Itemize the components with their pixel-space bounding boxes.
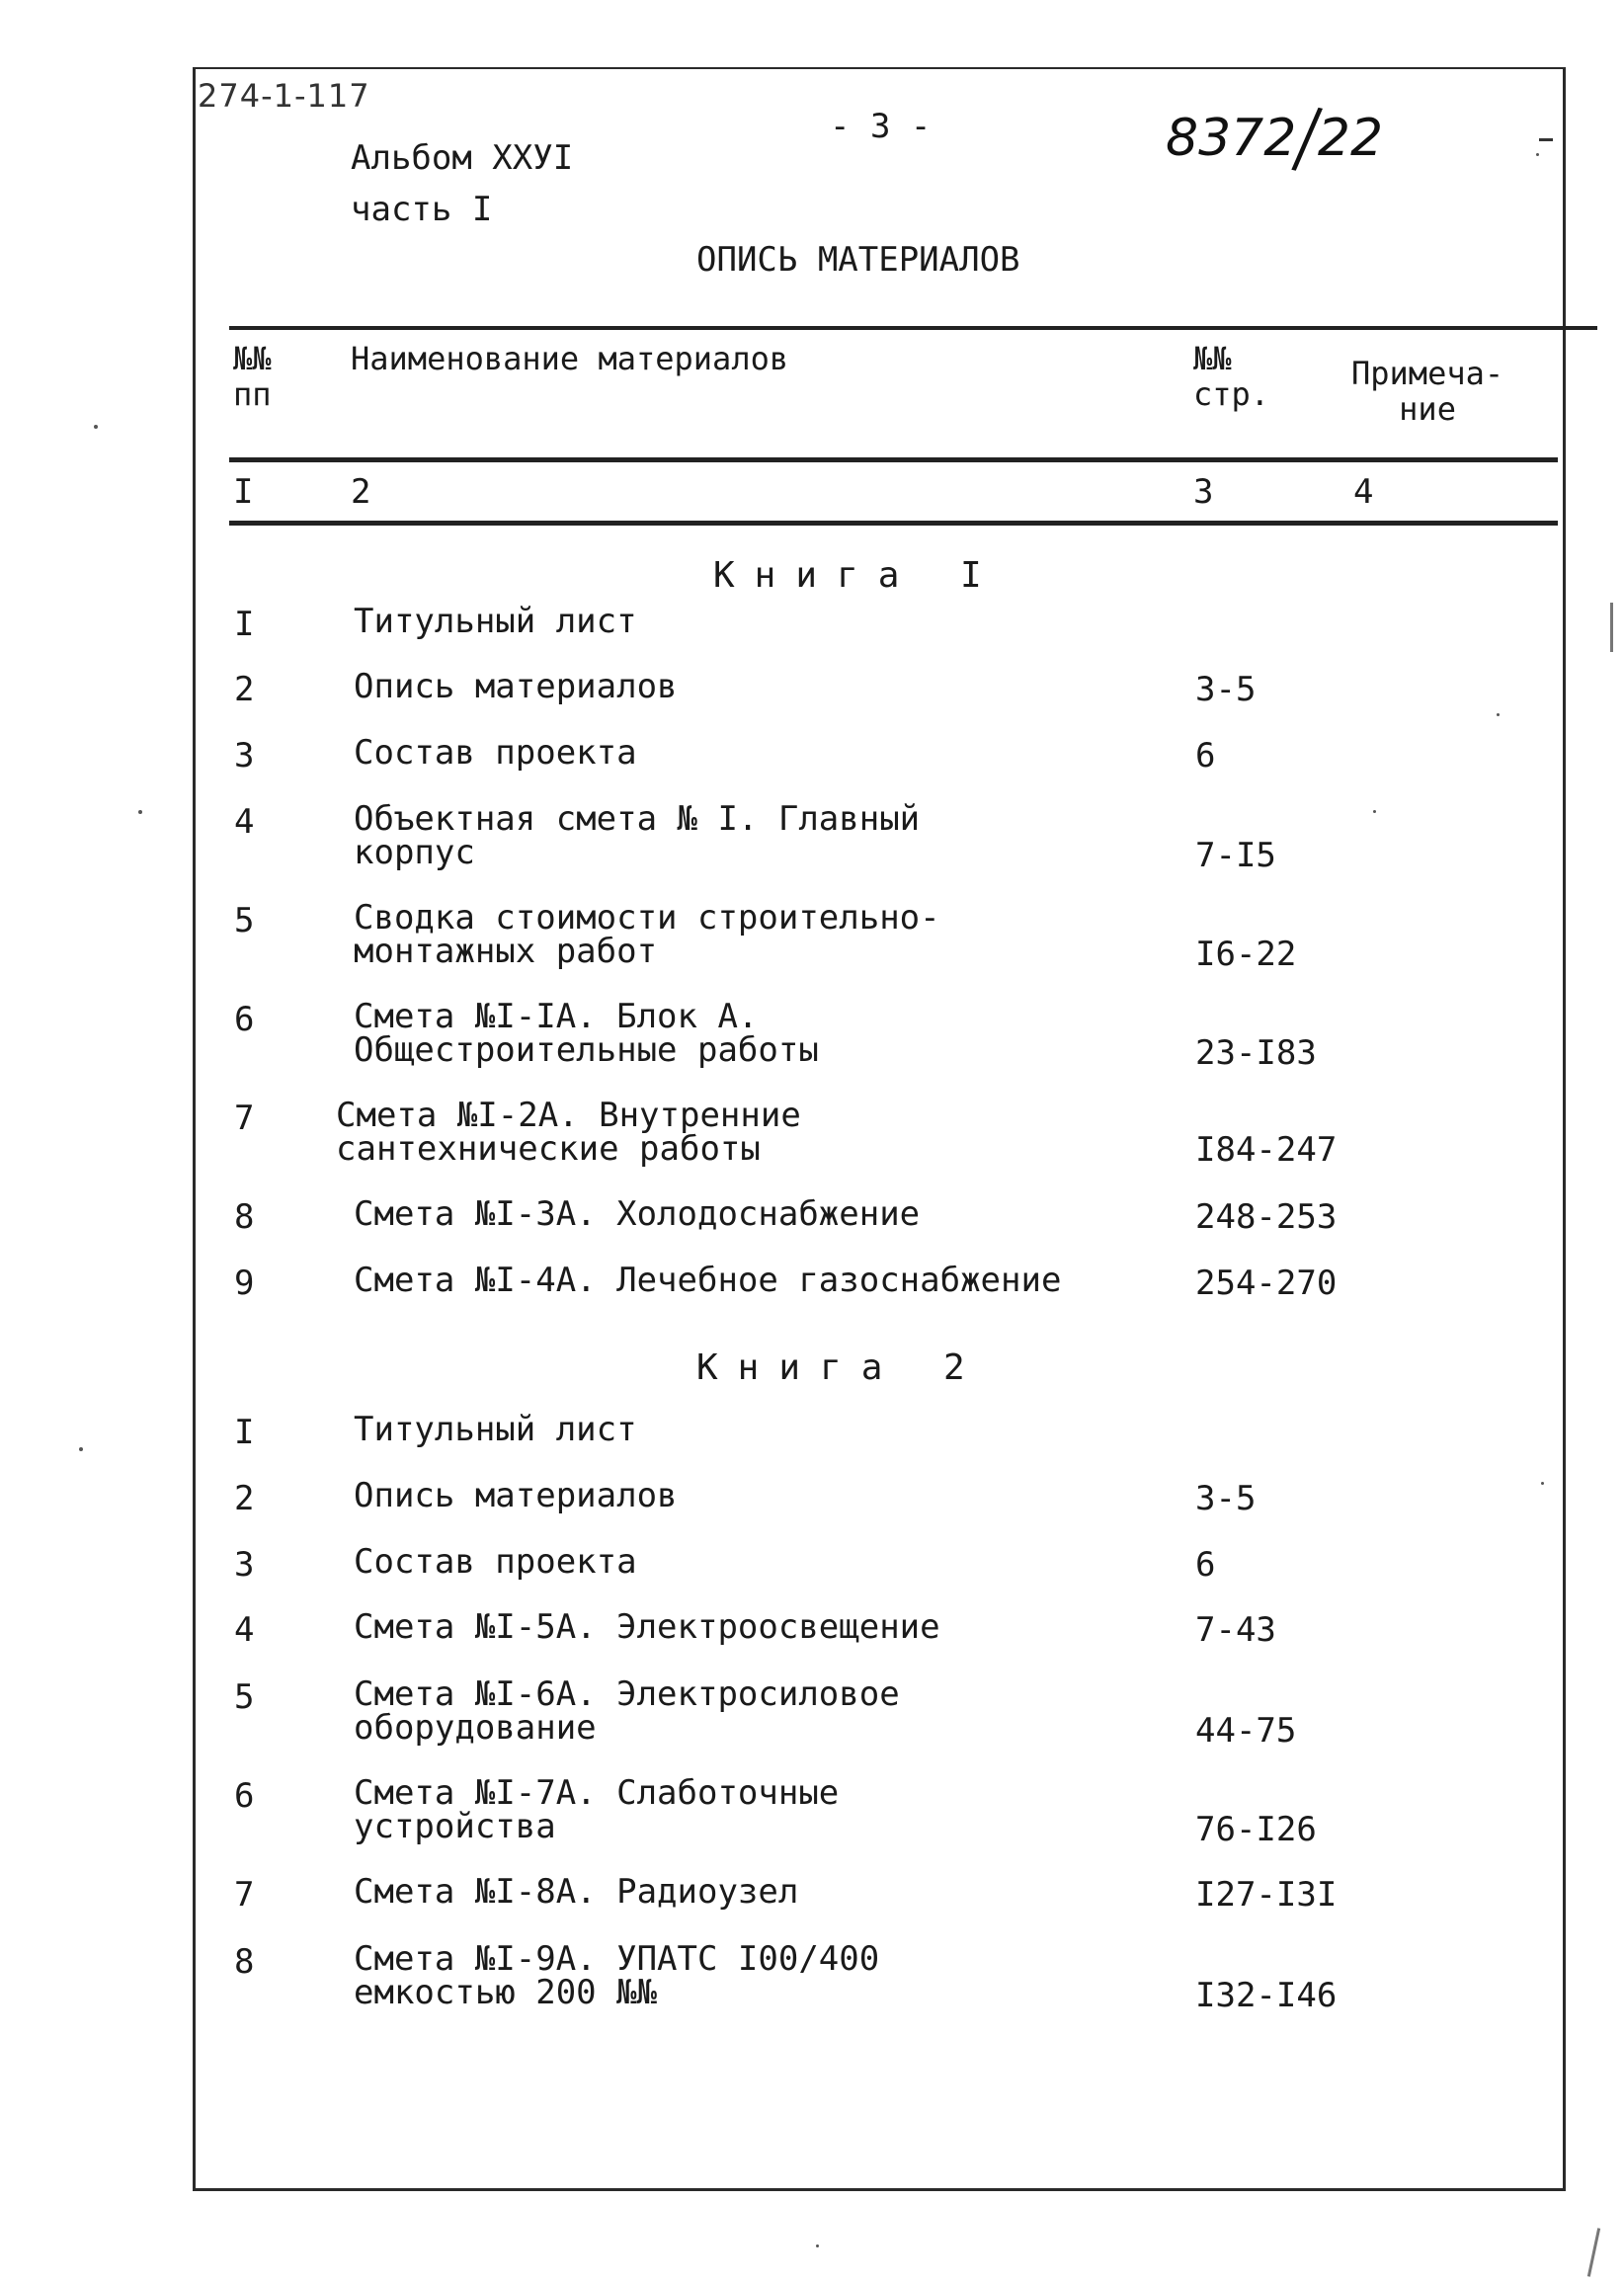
row-name: Опись материалов <box>354 667 678 706</box>
row-number: 6 <box>234 1776 255 1816</box>
table-row <box>0 1096 1624 1170</box>
column-header-note: Примеча- ние <box>1351 355 1504 428</box>
row-name: Смета №I-4А. Лечебное газоснабжение <box>354 1261 1062 1300</box>
scan-speck <box>1541 1482 1544 1485</box>
row-pages: I32-I46 <box>1195 1976 1338 2015</box>
table-row <box>0 602 1624 664</box>
scan-speck <box>138 810 142 814</box>
row-pages: 3-5 <box>1195 1479 1257 1518</box>
row-number: 3 <box>234 736 255 775</box>
scan-speck <box>816 2244 819 2247</box>
scan-speck <box>1497 713 1500 716</box>
row-pages: I27-I3I <box>1195 1875 1338 1915</box>
scan-speck <box>1373 810 1376 813</box>
table-row <box>0 667 1624 729</box>
row-name: Смета №I-8А. Радиоузел <box>354 1872 799 1912</box>
table-row <box>0 1607 1624 1670</box>
table-index-rule <box>229 521 1558 526</box>
row-number: 4 <box>234 802 255 842</box>
column-header-name: Наименование материалов <box>351 340 789 377</box>
table-row <box>0 1872 1624 1934</box>
row-name: Смета №I-7А. Слаботочные устройства <box>354 1773 840 1846</box>
row-pages: I6-22 <box>1195 935 1297 974</box>
document-number-right: 22 <box>1317 109 1384 168</box>
column-index-3: 3 <box>1193 472 1214 512</box>
row-number: 5 <box>234 901 255 940</box>
column-header-page: №№ стр. <box>1193 340 1270 413</box>
row-name: Смета №I-3А. Холодоснабжение <box>354 1194 921 1234</box>
row-number: I <box>234 1413 255 1452</box>
column-header-number: №№ пп <box>233 340 272 413</box>
row-pages: I84-247 <box>1195 1130 1338 1170</box>
document-number-left: 8372 <box>1166 109 1297 168</box>
table-top-rule <box>229 326 1597 330</box>
book-heading: Книга I <box>713 555 1002 596</box>
album-label: Альбом XXУI <box>351 138 574 178</box>
row-number: 2 <box>234 670 255 709</box>
edge-mark <box>1587 2228 1600 2277</box>
row-pages: 7-43 <box>1195 1610 1276 1650</box>
table-row <box>0 1542 1624 1604</box>
row-number: 4 <box>234 1610 255 1650</box>
scan-speck <box>94 425 98 429</box>
table-row <box>0 733 1624 795</box>
row-number: 7 <box>234 1099 255 1138</box>
edge-mark <box>1610 603 1613 652</box>
book-heading: Книга 2 <box>696 1347 985 1388</box>
row-pages: 3-5 <box>1195 670 1257 709</box>
table-row <box>0 1194 1624 1257</box>
table-row <box>0 1939 1624 2015</box>
row-number: 2 <box>234 1479 255 1518</box>
reference-code: 274-1-117 <box>198 77 370 115</box>
table-row <box>0 799 1624 875</box>
page-number: - 3 - <box>830 107 932 146</box>
row-name: Смета №I-9А. УПАТС I00/400 емкостью 200 №№ <box>354 1939 880 2012</box>
row-number: 3 <box>234 1545 255 1585</box>
table-row <box>0 997 1624 1073</box>
row-pages: 7-I5 <box>1195 836 1276 875</box>
table-header-rule <box>229 457 1558 462</box>
row-name: Состав проекта <box>354 1542 637 1582</box>
row-number: I <box>234 605 255 644</box>
edge-mark <box>1539 138 1553 141</box>
document-number <box>1166 89 1384 188</box>
part-label: часть I <box>351 190 493 229</box>
row-name: Смета №I-5А. Электроосвещение <box>354 1607 940 1647</box>
table-row <box>0 898 1624 974</box>
row-pages: 6 <box>1195 1545 1216 1585</box>
column-index-2: 2 <box>351 472 371 512</box>
table-row <box>0 1476 1624 1538</box>
row-number: 8 <box>234 1942 255 1982</box>
table-row <box>0 1410 1624 1472</box>
table-row <box>0 1674 1624 1751</box>
row-pages: 6 <box>1195 736 1216 775</box>
row-pages: 44-75 <box>1195 1711 1297 1751</box>
scan-speck <box>1536 153 1539 156</box>
row-name: Смета №I-IA. Блок А. Общестроительные работы <box>354 997 819 1070</box>
table-row <box>0 1773 1624 1849</box>
row-name: Титульный лист <box>354 1410 637 1449</box>
row-name: Состав проекта <box>354 733 637 773</box>
row-name: Объектная смета № I. Главный корпус <box>354 799 921 872</box>
column-index-1: I <box>233 472 254 512</box>
row-number: 5 <box>234 1677 255 1717</box>
column-index-4: 4 <box>1353 472 1374 512</box>
row-pages: 76-I26 <box>1195 1810 1317 1849</box>
row-number: 7 <box>234 1875 255 1915</box>
row-pages: 248-253 <box>1195 1197 1338 1237</box>
row-number: 9 <box>234 1264 255 1303</box>
row-name: Титульный лист <box>354 602 637 641</box>
row-name: Смета №I-2А. Внутренние сантехнические работы <box>336 1096 801 1169</box>
row-pages: 254-270 <box>1195 1264 1338 1303</box>
row-name: Смета №I-6А. Электросиловое оборудование <box>354 1674 900 1748</box>
row-number: 6 <box>234 1000 255 1039</box>
scan-speck <box>79 1447 83 1451</box>
document-title: ОПИСЬ МАТЕРИАЛОВ <box>696 240 1020 280</box>
table-row <box>0 1261 1624 1323</box>
row-name: Опись материалов <box>354 1476 678 1515</box>
row-number: 8 <box>234 1197 255 1237</box>
row-pages: 23-I83 <box>1195 1033 1317 1073</box>
row-name: Сводка стоимости строительно- монтажных работ <box>354 898 940 971</box>
document-number-slash: / <box>1294 89 1320 188</box>
